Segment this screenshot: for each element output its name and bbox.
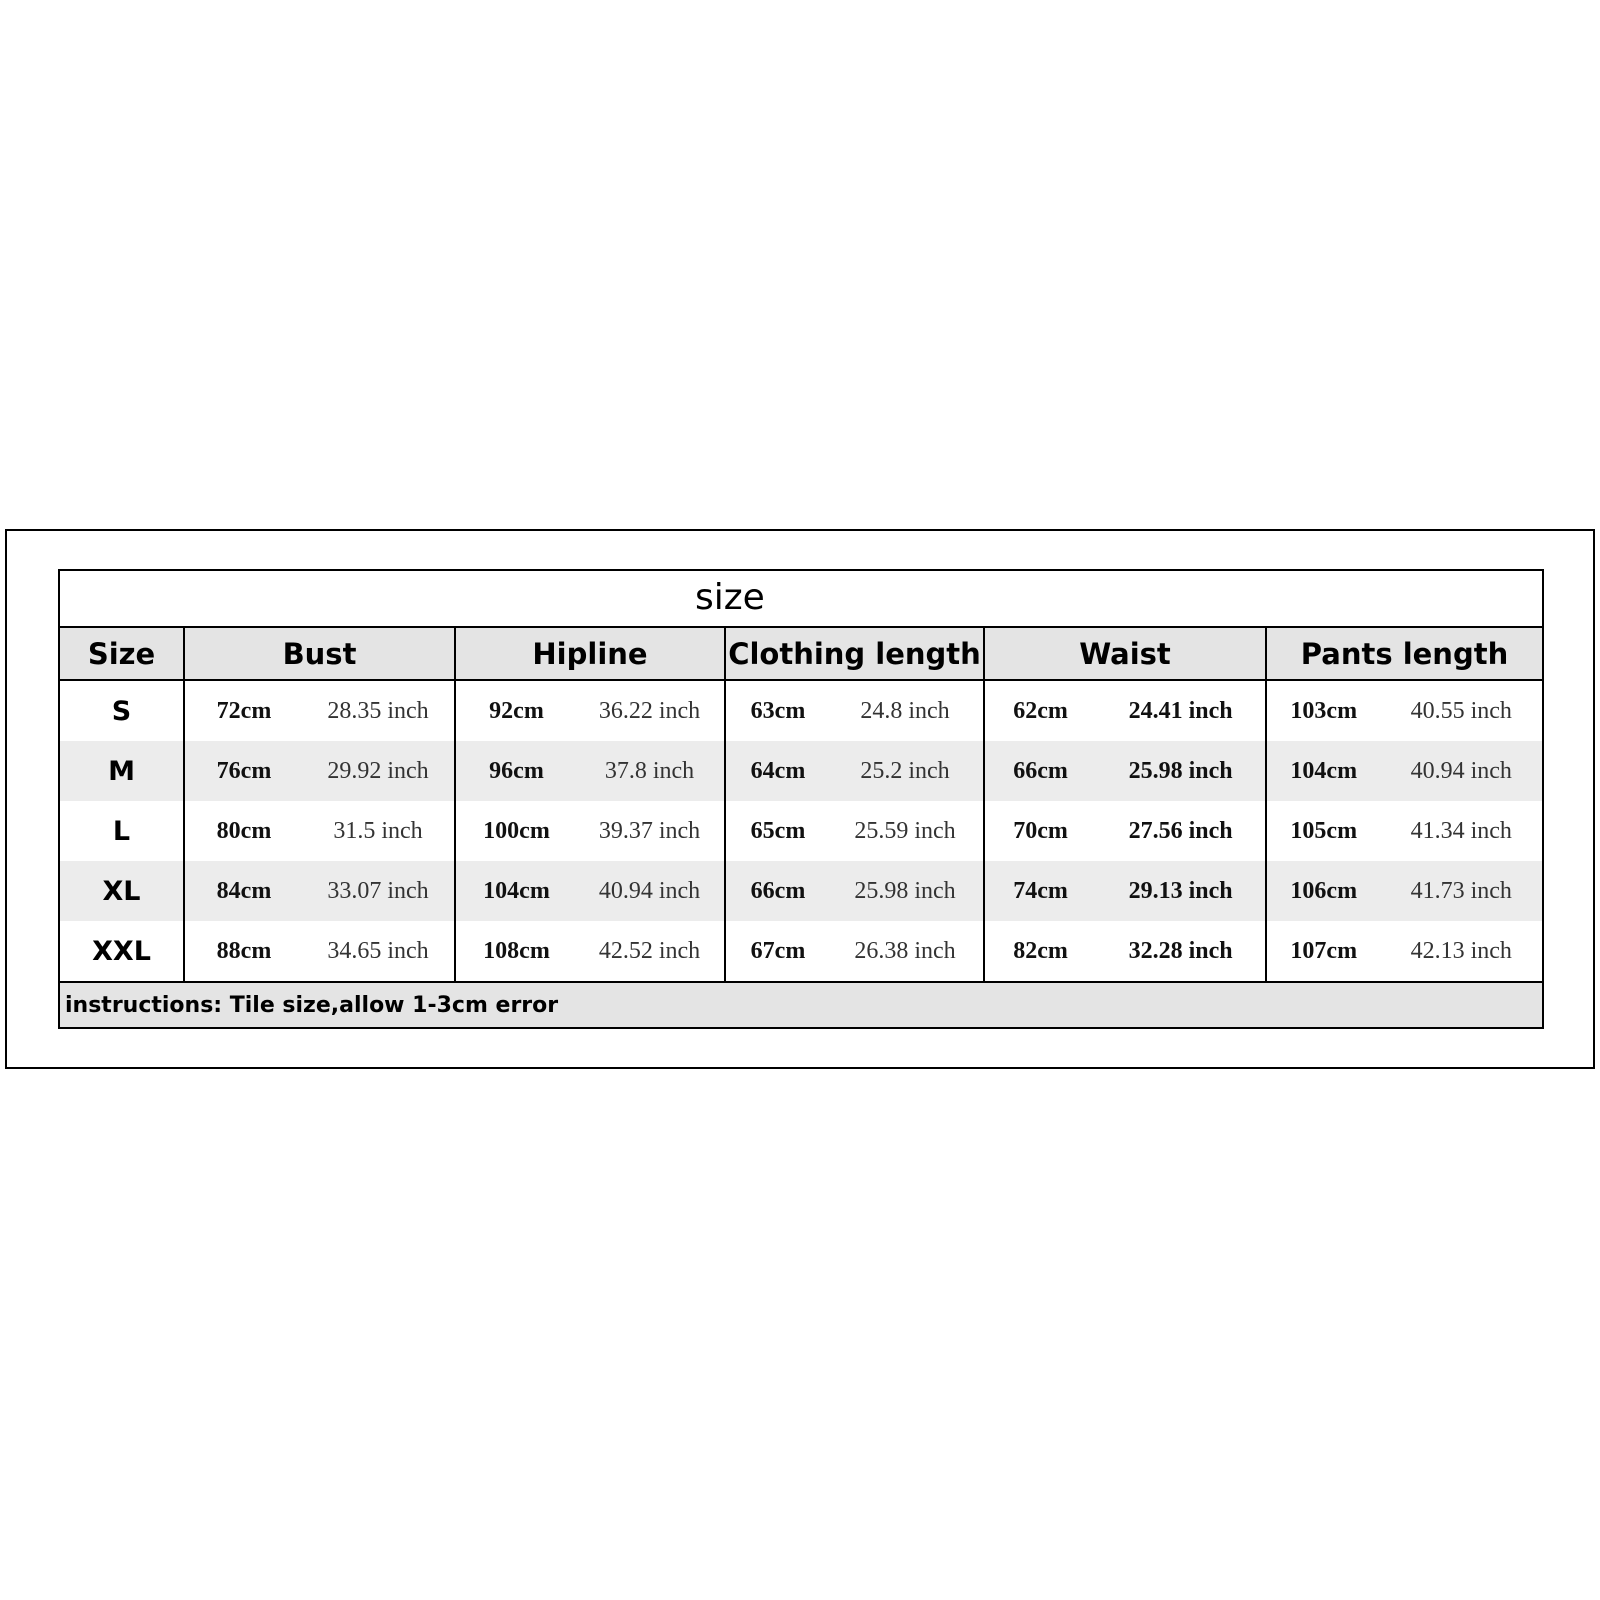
size-label: XL <box>60 861 184 921</box>
clothing-length-cell <box>725 680 984 741</box>
bust-cm: 84cm <box>216 877 272 904</box>
waist-cell <box>984 680 1266 741</box>
header-bust: Bust <box>184 628 455 680</box>
waist-cm: 70cm <box>1013 817 1068 844</box>
hipline-cm: 92cm <box>489 697 544 724</box>
waist-inch: 25.98 inch <box>1128 757 1233 784</box>
hipline-cell <box>455 921 725 982</box>
size-label: M <box>60 741 184 801</box>
clothing-length-cm: 65cm <box>750 817 806 844</box>
size-chart <box>58 569 1544 1029</box>
bust-inch: 28.35 inch <box>327 697 429 724</box>
clothing-length-inch: 25.59 inch <box>854 817 956 844</box>
waist-inch: 29.13 inch <box>1128 877 1233 904</box>
size-table <box>60 628 1542 983</box>
pants-length-inch: 42.13 inch <box>1410 937 1512 964</box>
clothing-length-inch: 25.2 inch <box>860 757 950 784</box>
clothing-length-cm: 64cm <box>750 757 806 784</box>
header-waist: Waist <box>984 628 1266 680</box>
clothing-length-cm: 63cm <box>750 697 806 724</box>
bust-cm: 88cm <box>216 937 272 964</box>
pants-length-inch: 41.34 inch <box>1410 817 1512 844</box>
pants-length-cm: 104cm <box>1290 757 1358 784</box>
waist-cm: 62cm <box>1013 697 1068 724</box>
header-pants-length: Pants length <box>1266 628 1542 680</box>
pants-length-cell <box>1266 921 1542 982</box>
waist-cell <box>984 861 1266 921</box>
waist-cell <box>984 801 1266 861</box>
pants-length-inch: 40.55 inch <box>1410 697 1512 724</box>
waist-inch: 32.28 inch <box>1128 937 1233 964</box>
waist-cell <box>984 921 1266 982</box>
header-clothing-length: Clothing length <box>725 628 984 680</box>
pants-length-inch: 40.94 inch <box>1410 757 1512 784</box>
instructions-text: instructions: Tile size,allow 1-3cm error <box>65 993 559 1018</box>
clothing-length-inch: 24.8 inch <box>860 697 950 724</box>
chart-title: size <box>695 577 765 618</box>
bust-cell <box>184 741 455 801</box>
bust-inch: 34.65 inch <box>327 937 429 964</box>
bust-cell <box>184 921 455 982</box>
waist-cm: 66cm <box>1013 757 1068 784</box>
clothing-length-cell <box>725 861 984 921</box>
table-row <box>60 921 1542 982</box>
pants-length-cm: 107cm <box>1290 937 1358 964</box>
hipline-cell <box>455 741 725 801</box>
pants-length-cell <box>1266 861 1542 921</box>
hipline-inch: 39.37 inch <box>598 817 701 844</box>
hipline-cell <box>455 861 725 921</box>
table-row <box>60 680 1542 741</box>
hipline-cell <box>455 680 725 741</box>
waist-cell <box>984 741 1266 801</box>
hipline-cell <box>455 801 725 861</box>
table-row <box>60 741 1542 801</box>
bust-inch: 29.92 inch <box>327 757 429 784</box>
size-label: XXL <box>60 921 184 982</box>
pants-length-cm: 105cm <box>1290 817 1358 844</box>
size-label: S <box>60 680 184 741</box>
waist-cm: 82cm <box>1013 937 1068 964</box>
waist-cm: 74cm <box>1013 877 1068 904</box>
clothing-length-cm: 66cm <box>750 877 806 904</box>
bust-cm: 80cm <box>216 817 272 844</box>
bust-cell <box>184 801 455 861</box>
waist-inch: 24.41 inch <box>1128 697 1233 724</box>
bust-cell <box>184 680 455 741</box>
pants-length-cell <box>1266 801 1542 861</box>
clothing-length-inch: 25.98 inch <box>854 877 956 904</box>
instructions-row <box>60 983 1542 1029</box>
clothing-length-cm: 67cm <box>750 937 806 964</box>
hipline-inch: 40.94 inch <box>598 877 701 904</box>
pants-length-cm: 106cm <box>1290 877 1358 904</box>
title-row <box>60 571 1542 628</box>
bust-inch: 31.5 inch <box>333 817 423 844</box>
hipline-cm: 96cm <box>489 757 544 784</box>
bust-cm: 72cm <box>216 697 272 724</box>
pants-length-cm: 103cm <box>1290 697 1358 724</box>
bust-cm: 76cm <box>216 757 272 784</box>
hipline-cm: 108cm <box>483 937 550 964</box>
header-hipline: Hipline <box>455 628 725 680</box>
pants-length-inch: 41.73 inch <box>1410 877 1512 904</box>
clothing-length-cell <box>725 921 984 982</box>
hipline-inch: 37.8 inch <box>604 757 695 784</box>
hipline-inch: 42.52 inch <box>598 937 701 964</box>
waist-inch: 27.56 inch <box>1128 817 1233 844</box>
hipline-cm: 104cm <box>483 877 550 904</box>
clothing-length-cell <box>725 741 984 801</box>
bust-cell <box>184 861 455 921</box>
hipline-cm: 100cm <box>483 817 550 844</box>
pants-length-cell <box>1266 680 1542 741</box>
header-row <box>60 628 1542 680</box>
pants-length-cell <box>1266 741 1542 801</box>
table-row <box>60 801 1542 861</box>
header-size: Size <box>60 628 184 680</box>
clothing-length-inch: 26.38 inch <box>854 937 956 964</box>
table-row <box>60 861 1542 921</box>
hipline-inch: 36.22 inch <box>598 697 701 724</box>
bust-inch: 33.07 inch <box>327 877 429 904</box>
size-label: L <box>60 801 184 861</box>
clothing-length-cell <box>725 801 984 861</box>
